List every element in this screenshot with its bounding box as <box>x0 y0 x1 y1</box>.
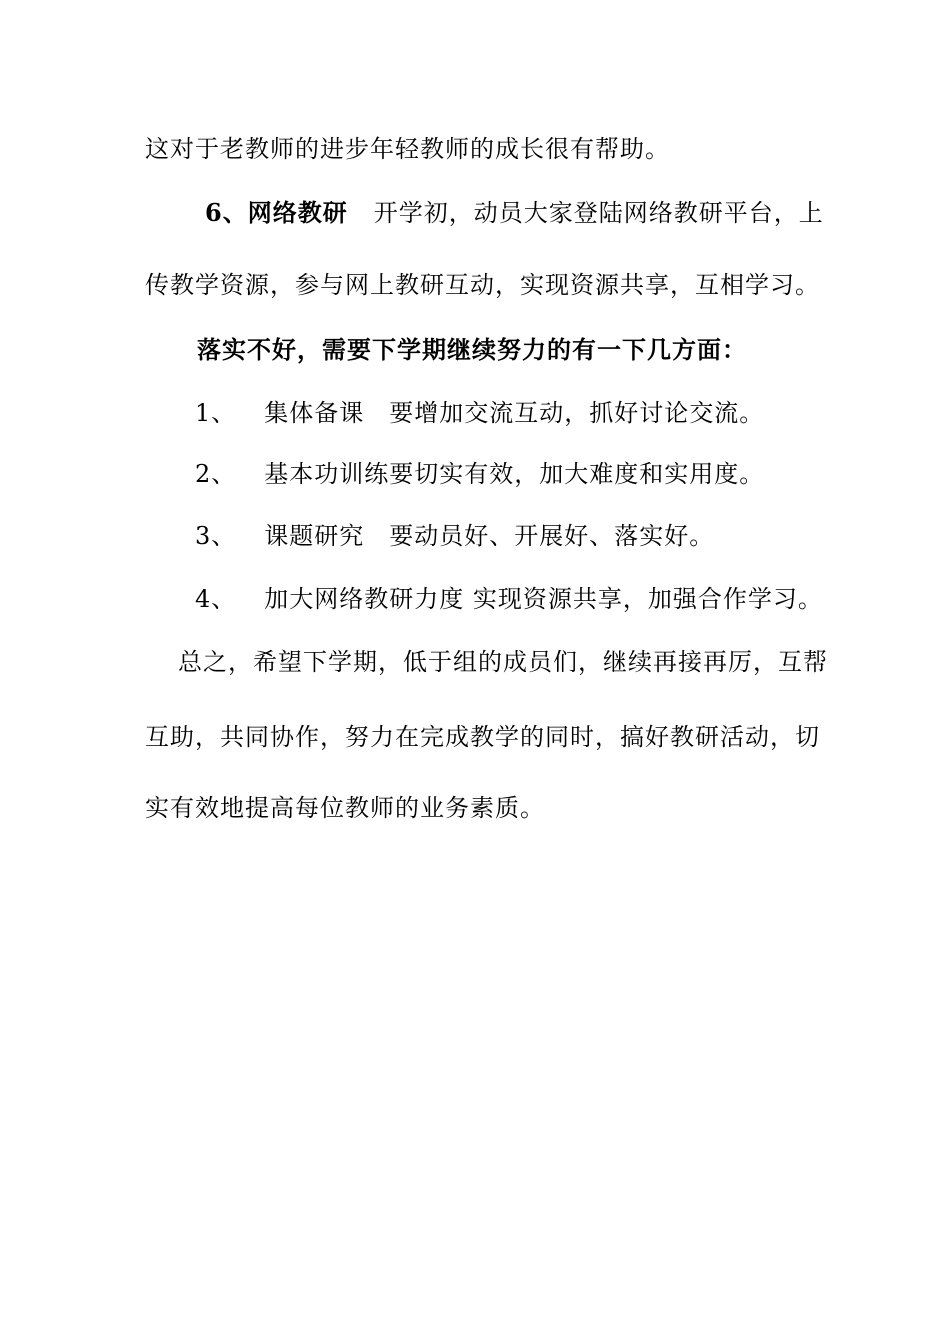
list-item-text: 基本功训练要切实有效，加大难度和实用度。 <box>264 460 765 488</box>
list-item-number: 3、 <box>195 522 237 550</box>
summary-line-3: 实有效地提高每位教师的业务素质。 <box>145 794 545 822</box>
summary-line-2: 互助，共同协作，努力在完成教学的同时，搞好教研活动，切 <box>145 723 820 751</box>
list-item-text: 加大网络教研力度 实现资源共享，加强合作学习。 <box>264 585 823 613</box>
section-heading: 落实不好，需要下学期继续努力的有一下几方面： <box>197 335 747 364</box>
list-item-text: 课题研究 要动员好、开展好、落实好。 <box>264 522 715 550</box>
list-item-4 <box>195 584 823 614</box>
list-item-number: 4、 <box>195 585 237 613</box>
list-item-1 <box>195 398 815 428</box>
item-6-heading: 6、网络教研 <box>205 198 348 227</box>
item-6-line <box>205 198 824 228</box>
list-item-number: 1、 <box>195 399 237 427</box>
list-item-3 <box>195 521 815 551</box>
paragraph-line: 这对于老教师的进步年轻教师的成长很有帮助。 <box>145 135 670 163</box>
list-item-number: 2、 <box>195 460 237 488</box>
item-6-text: 开学初，动员大家登陆网络教研平台，上 <box>373 199 824 227</box>
list-item-2 <box>195 459 815 489</box>
item-6-continuation: 传教学资源，参与网上教研互动，实现资源共享，互相学习。 <box>145 271 820 299</box>
list-item-text: 集体备课 要增加交流互动，抓好讨论交流。 <box>264 399 765 427</box>
summary-line-1: 总之，希望下学期，低于组的成员们，继续再接再厉，互帮 <box>178 648 828 676</box>
